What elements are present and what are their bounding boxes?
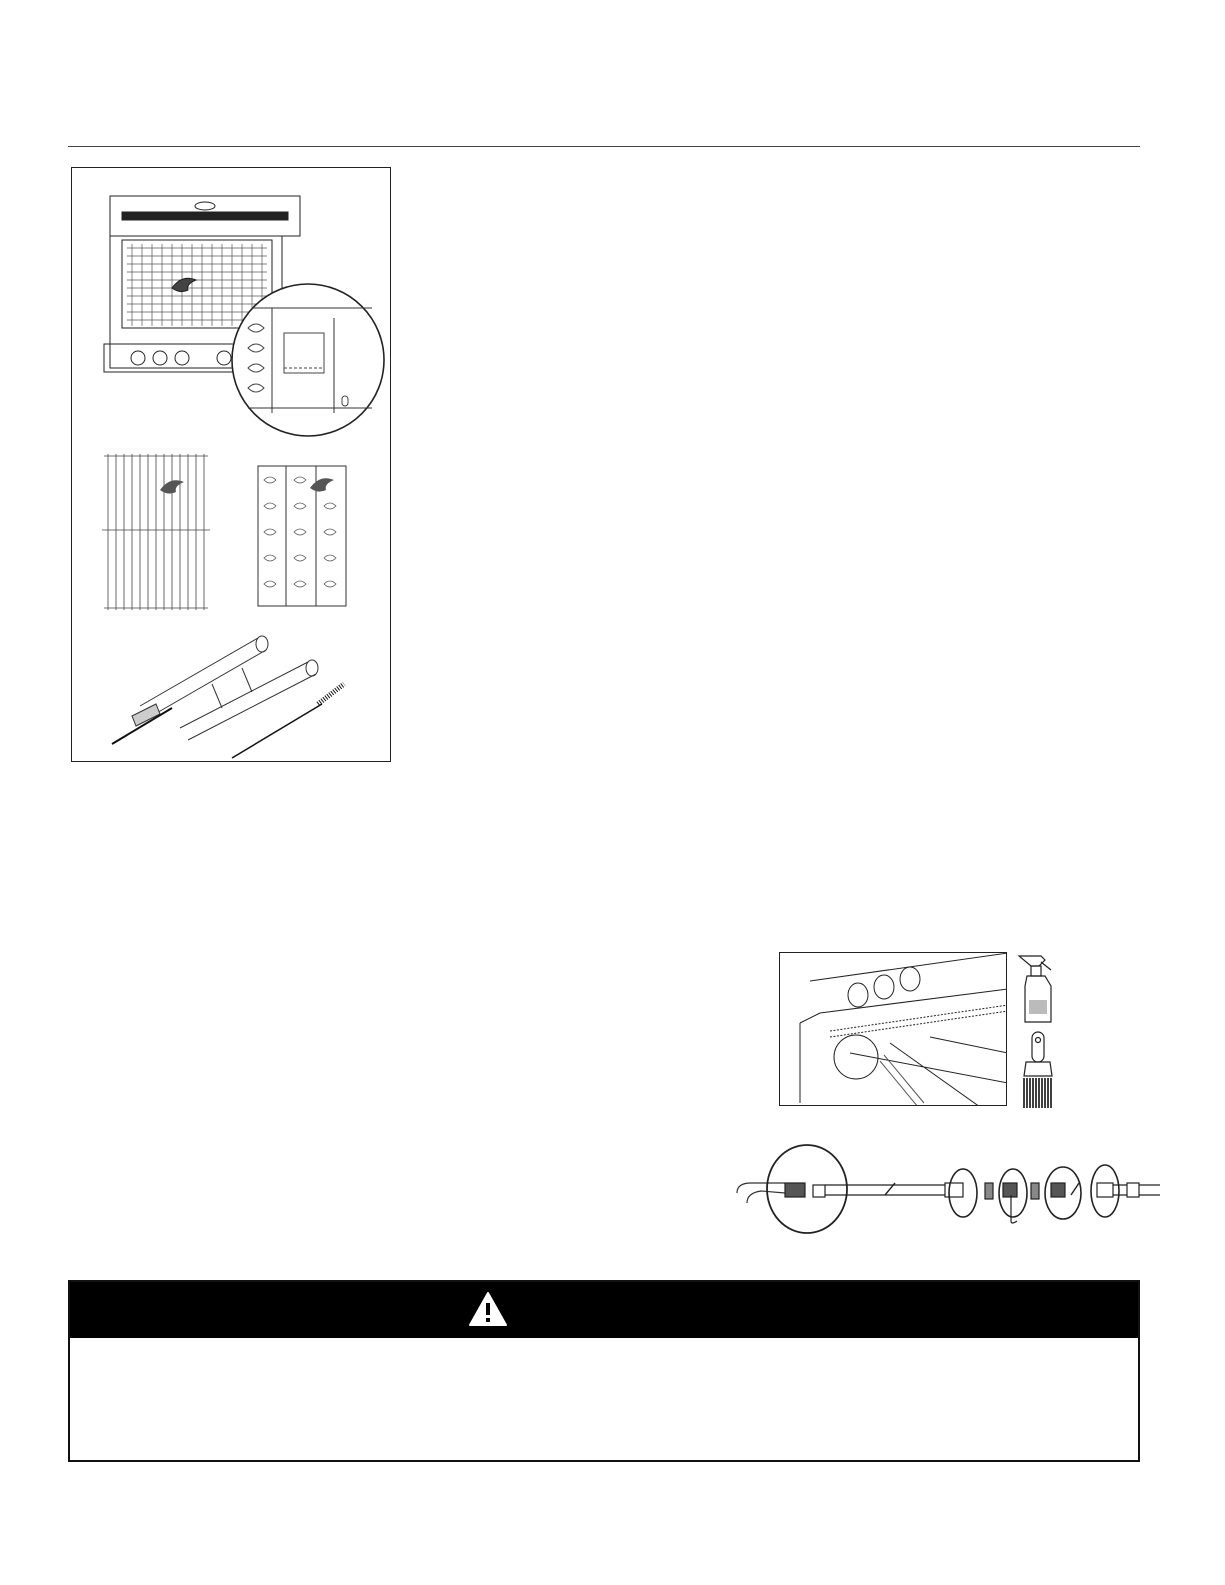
- warning-box: [68, 1280, 1140, 1462]
- zoom-detail-circle: [232, 284, 384, 436]
- basting-brush-icon: [1018, 1030, 1058, 1110]
- header-rule: [68, 146, 1140, 147]
- grill-cleaning-illustrations: [72, 168, 392, 763]
- spray-bottle-icon: [1017, 952, 1061, 1024]
- warning-body: [70, 1338, 1138, 1460]
- leak-check-figure: [779, 952, 1007, 1106]
- warning-header-bar: [70, 1282, 1138, 1338]
- warning-triangle-icon: [468, 1291, 508, 1327]
- hose-assembly-figure: [735, 1143, 1160, 1238]
- burner-tube-with-brush-illustration: [112, 636, 344, 758]
- gas-hose-connections-illustration: [735, 1143, 1160, 1238]
- gas-valve-leak-check-illustration: [780, 953, 1007, 1106]
- flame-tamer-illustration: [258, 466, 346, 606]
- cooking-grid-illustration: [102, 454, 210, 610]
- cleaning-figure-panel: [71, 167, 391, 762]
